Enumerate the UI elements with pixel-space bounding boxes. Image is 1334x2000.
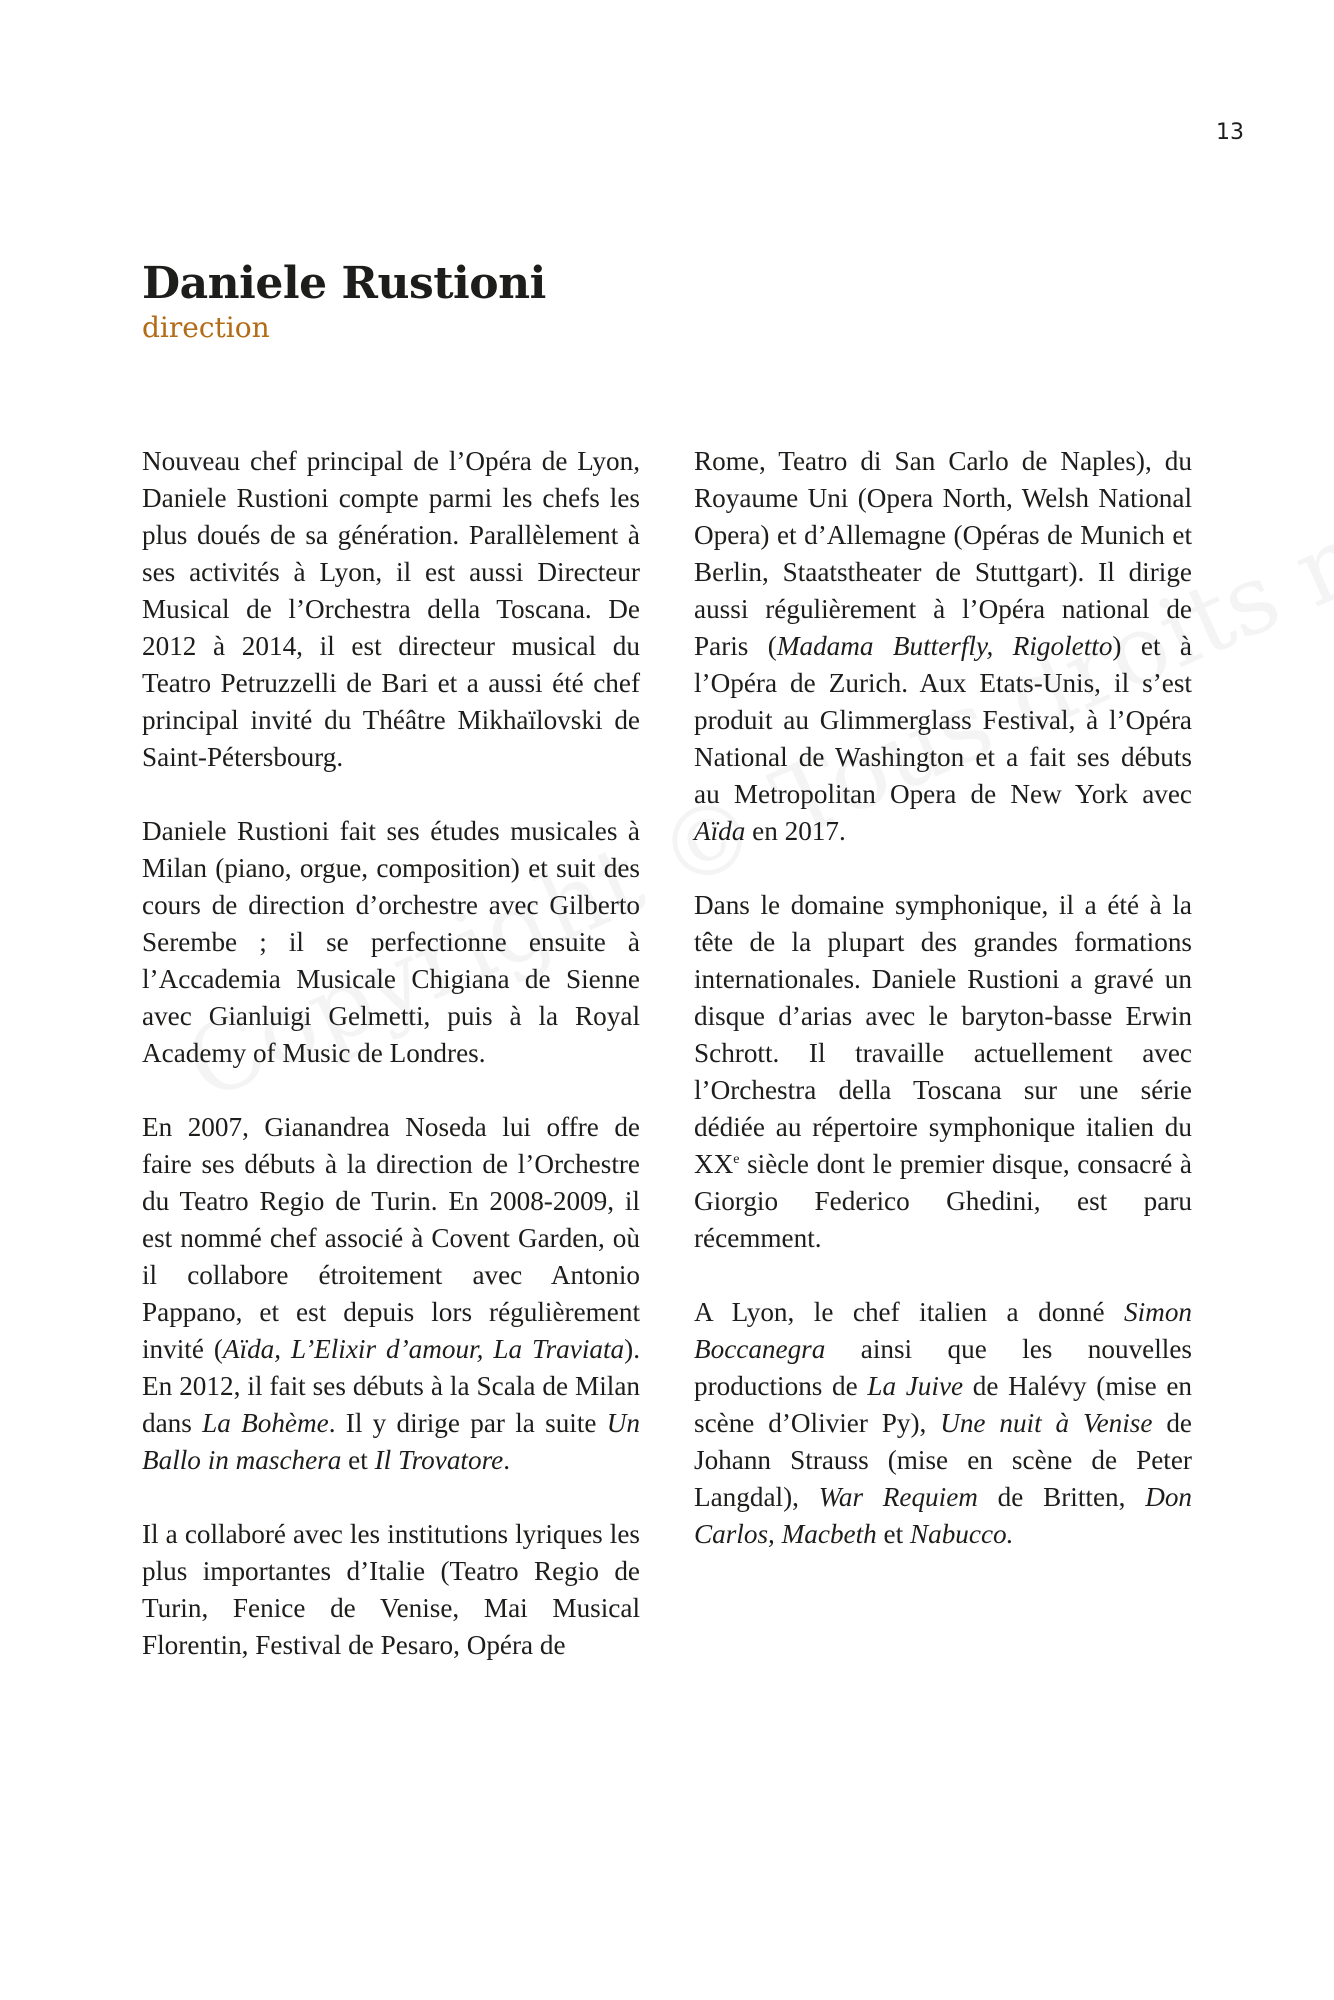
text-run: en 2017. — [745, 816, 846, 846]
text-run: de Halévy (mise en scène d’Olivier Py), — [694, 1371, 1192, 1438]
body-paragraph — [694, 443, 1192, 850]
body-paragraph — [142, 1109, 640, 1479]
italic-title: Don Carlos, Macbeth — [694, 1482, 1193, 1549]
text-run: . Il y dirige par la suite — [328, 1408, 607, 1438]
body-paragraph — [142, 1516, 640, 1664]
body-paragraph — [694, 1294, 1192, 1553]
text-run: A Lyon, le chef italien a donné — [694, 1297, 1125, 1327]
body-paragraph — [694, 887, 1192, 1257]
italic-title: Simon Boccanegra — [694, 1297, 1192, 1364]
text-run: Rome, Teatro di San Carlo de Naples), du Royaume Uni (Opera North, Welsh National Opera) et d’Allemagne (Opéras de Munich et Berlin, Staatstheater de Stuttgart). Il dirige aussi régulièrement à l’Opéra national de Paris ( — [694, 446, 1192, 661]
superscript: e — [733, 1151, 740, 1167]
body-paragraph — [142, 443, 640, 776]
italic-title: Madama Butterfly, Rigoletto — [776, 631, 1113, 661]
italic-title: La Bohème — [202, 1408, 329, 1438]
page-number: 13 — [1216, 120, 1244, 145]
body-columns — [142, 443, 1192, 1701]
text-run: . — [503, 1445, 511, 1475]
text-run: ) et à l’Opéra de Zurich. Aux Etats-Unis, il s’est produit au Glimmerglass Festival, à l’Opéra National de Washington et a fait ses débuts au Metropolitan Opera de New York avec — [694, 631, 1192, 809]
text-run: Daniele Rustioni fait ses études musicales à Milan (piano, orgue, composition) et suit des cours de direction d’orchestre avec Gilberto Serembe ; il se perfectionne ensuite à l’Accademia Musicale Chigiana de Sienne avec Gianluigi Gelmetti, puis à la Royal Academy of Music de Londres. — [142, 816, 640, 1068]
italic-title: Un Ballo in maschera — [142, 1408, 640, 1475]
italic-title: Il Trovatore — [374, 1445, 504, 1475]
italic-title: Aïda, L’Elixir d’amour, La Traviata — [222, 1334, 625, 1364]
left-column — [142, 443, 640, 1701]
page-subtitle: direction — [142, 311, 270, 344]
text-run: de Britten, — [977, 1482, 1146, 1512]
page-title: Daniele Rustioni — [142, 258, 546, 309]
right-column — [694, 443, 1192, 1701]
italic-title: La Juive — [867, 1371, 964, 1401]
text-run: Nouveau chef principal de l’Opéra de Lyon, Daniele Rustioni compte parmi les chefs les plus doués de sa génération. Parallèlement à ses activités à Lyon, il est aussi Directeur Musical de l’Orchestra della Toscana. De 2012 à 2014, il est directeur musical du Teatro Petruzzelli de Bari et a aussi été chef principal invité du Théâtre Mikhaïlovski de Saint-Pétersbourg. — [142, 446, 640, 772]
text-run: ). En 2012, il fait ses débuts à la Scala de Milan dans — [142, 1334, 640, 1438]
text-run: Dans le domaine symphonique, il a été à la tête de la plupart des grandes formations internationales. Daniele Rustioni a gravé un disque d’arias avec le baryton-basse Erwin Schrott. Il travaille actuellement avec l’Orchestra della Toscana sur une série dédiée au répertoire symphonique italien du XX — [694, 890, 1192, 1179]
body-paragraph — [142, 813, 640, 1072]
text-run: En 2007, Gianandrea Noseda lui offre de faire ses débuts à la direction de l’Orchestre du Teatro Regio de Turin. En 2008-2009, il est nommé chef associé à Covent Garden, où il collabore étroitement avec Antonio Pappano, et est depuis lors régulièrement invité ( — [142, 1112, 640, 1364]
italic-title: War Requiem — [818, 1482, 978, 1512]
text-run: Il a collaboré avec les institutions lyriques les plus importantes d’Italie (Teatro Regio de Turin, Fenice de Venise, Mai Musical Florentin, Festival de Pesaro, Opéra de — [142, 1519, 640, 1660]
text-run: et — [876, 1519, 910, 1549]
header — [142, 258, 546, 346]
text-run: siècle dont le premier disque, consacré à Giorgio Federico Ghedini, est paru récemment. — [694, 1149, 1192, 1253]
italic-title: Aïda — [694, 816, 746, 846]
italic-title: Une nuit à Venise — [940, 1408, 1153, 1438]
text-run: de Johann Strauss (mise en scène de Peter Langdal), — [694, 1408, 1192, 1512]
text-run: ainsi que les nouvelles productions de — [694, 1334, 1192, 1401]
text-run: et — [341, 1445, 375, 1475]
italic-title: Nabucco. — [909, 1519, 1014, 1549]
